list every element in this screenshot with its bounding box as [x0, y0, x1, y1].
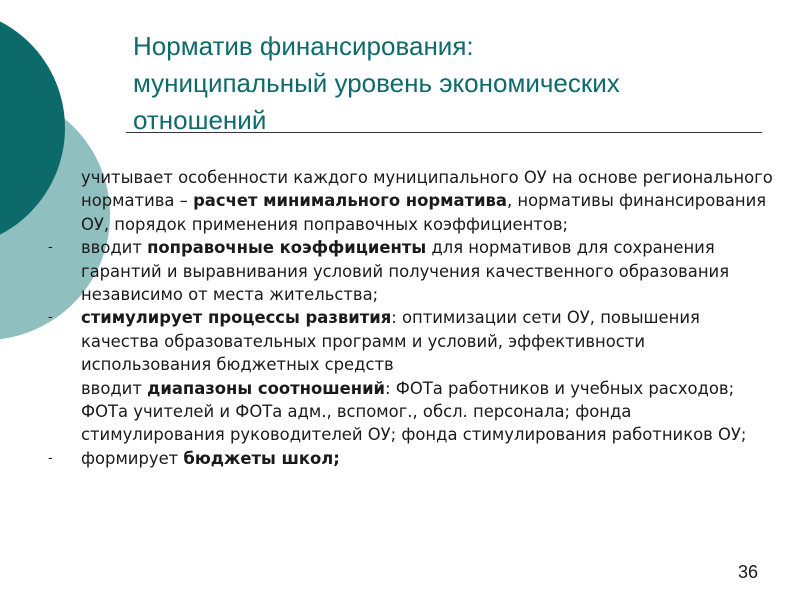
bullet-text: формирует	[81, 448, 184, 468]
title-line-3: отношений	[133, 105, 267, 135]
bullet-emphasis: диапазоны соотношений	[147, 378, 386, 398]
bullet-item	[44, 447, 780, 470]
bullet-marker: -	[48, 450, 53, 466]
bullet-marker: -	[48, 310, 53, 326]
slide-title	[133, 28, 773, 139]
bullet-emphasis: поправочные коэффициенты	[147, 238, 427, 258]
title-line-1: Норматив финансирования:	[133, 31, 474, 61]
bullet-item	[44, 166, 780, 236]
bullet-text: : ФОТа работников и учебных расходов; ФОТа учителей и ФОТа адм., вспомог., обсл. персонала; фонда стимулирования руководителей ОУ; фонда стимулирования работников ОУ;	[81, 378, 747, 445]
bullet-marker: -	[48, 240, 53, 256]
page-number: 36	[737, 562, 758, 582]
bullet-item	[44, 377, 780, 447]
bullet-item	[44, 236, 780, 306]
title-divider	[126, 132, 762, 133]
bullet-text: учитывает особенности каждого муниципального ОУ на основе регионального норматива –	[81, 168, 773, 211]
bullet-emphasis: расчет минимального норматива	[193, 191, 507, 211]
bullet-list	[44, 166, 780, 470]
bullet-text: вводит	[81, 378, 148, 398]
bullet-text: , нормативы финансирования ОУ, порядок применения поправочных коэффициентов;	[81, 191, 767, 234]
bullet-item	[44, 306, 780, 376]
title-line-2: муниципальный уровень экономических	[133, 68, 620, 98]
bullet-emphasis: стимулирует процессы развития	[81, 308, 392, 328]
bullet-text: : оптимизации сети ОУ, повышения качества образовательных программ и условий, эффективности использования бюджетных средств	[81, 308, 700, 375]
bullet-emphasis: бюджеты школ;	[183, 448, 340, 468]
bullet-text: вводит	[81, 238, 148, 258]
bullet-text: для нормативов для сохранения гарантий и выравнивания условий получения качественного образования независимо от места жительства;	[81, 238, 730, 305]
